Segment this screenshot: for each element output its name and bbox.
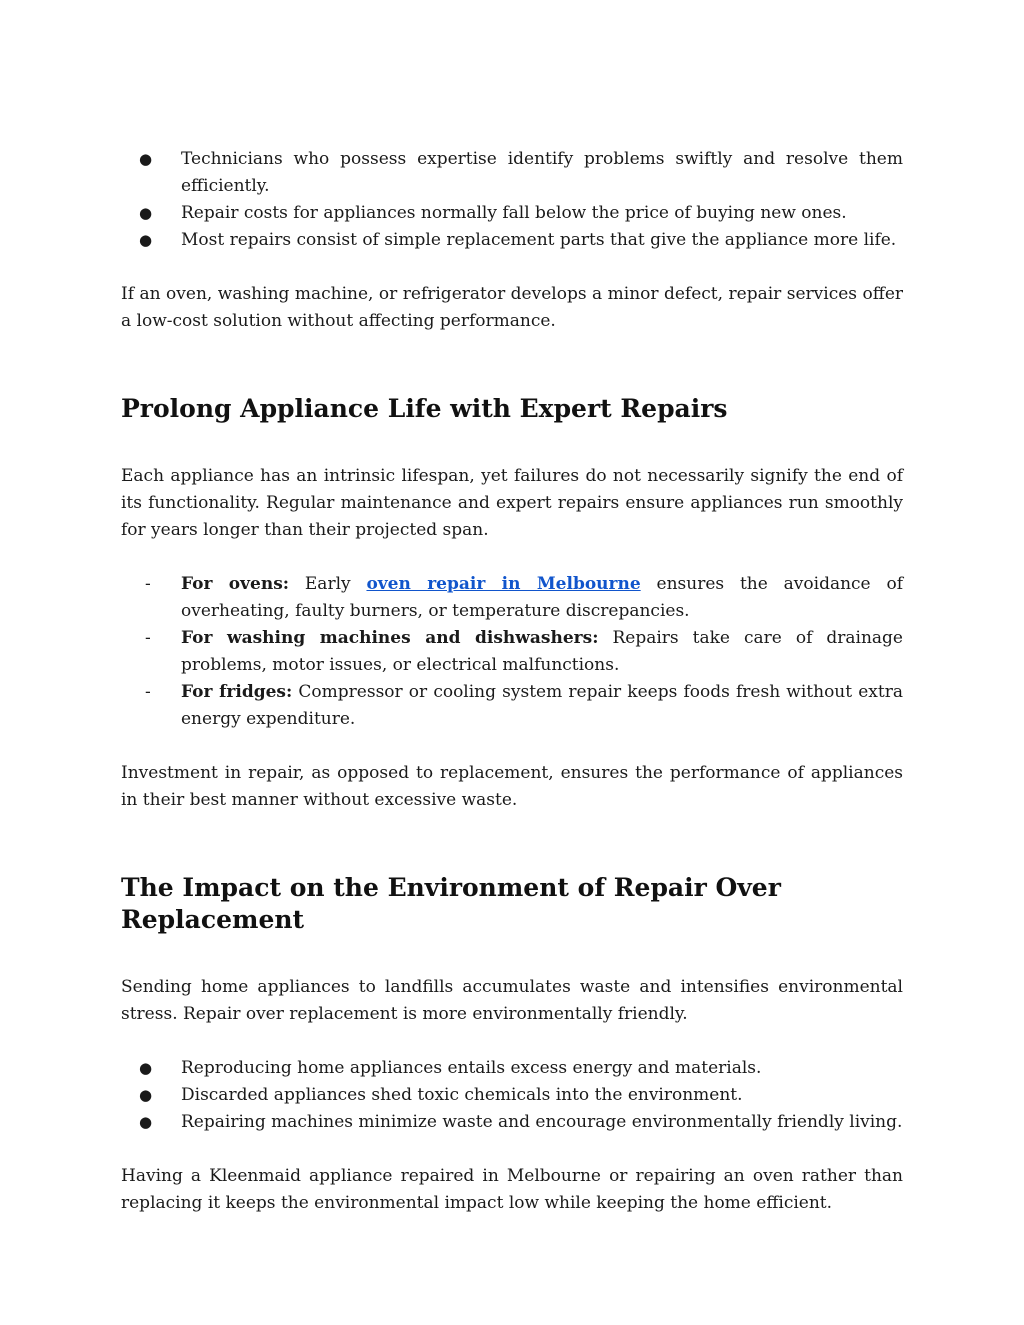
list-item: ● Reproducing home appliances entails excess energy and materials. [121, 1055, 903, 1082]
section2-closing: Having a Kleenmaid appliance repaired in Melbourne or repairing an oven rather than replacing it keeps the environmental impact low while keeping the home efficient. [121, 1166, 903, 1213]
list-item: ● Repairing machines minimize waste and encourage environmentally friendly living. [121, 1109, 903, 1136]
item-label: For washing machines and dishwashers: [181, 628, 599, 648]
list-item-washing-machines: - For washing machines and dishwashers: Repairs take care of drainage problems, motor issues, or electrical malfunctions. [121, 625, 903, 679]
appliance-repair-list [121, 571, 903, 733]
bullet-icon: ● [139, 1059, 153, 1077]
bullet-icon: ● [139, 1113, 153, 1131]
list-item-fridges: - For fridges: Compressor or cooling system repair keeps foods fresh without extra energy expenditure. [121, 679, 903, 733]
section2-paragraph: Sending home appliances to landfills accumulates waste and intensifies environmental stress. Repair over replacement is more environmentally friendly. [121, 977, 903, 1024]
bullet-icon: ● [139, 1086, 153, 1104]
section1-paragraph: Each appliance has an intrinsic lifespan, yet failures do not necessarily signify the end of its functionality. Regular maintenance and expert repairs ensure appliances run smoothly for years longer than their projected span. [121, 466, 903, 540]
intro-paragraph: If an oven, washing machine, or refrigerator develops a minor defect, repair services offer a low-cost solution without affecting performance. [121, 284, 903, 331]
list-item: ● Discarded appliances shed toxic chemicals into the environment. [121, 1082, 903, 1109]
dash-icon: - [145, 682, 151, 702]
document-body [121, 146, 903, 1217]
list-item: ● Technicians who possess expertise identify problems swiftly and resolve them efficiently. [121, 146, 903, 200]
bullet-icon: ● [139, 231, 153, 249]
environment-bullet-list [121, 1055, 903, 1136]
intro-bullet-list [121, 146, 903, 254]
list-item-ovens: - For ovens: Early oven repair in Melbourne ensures the avoidance of overheating, faulty burners, or temperature discrepancies. [121, 571, 903, 625]
section1-closing: Investment in repair, as opposed to replacement, ensures the performance of appliances in their best manner without excessive waste. [121, 763, 903, 810]
dash-icon: - [145, 574, 151, 594]
bullet-icon: ● [139, 204, 153, 222]
list-item: ● Repair costs for appliances normally fall below the price of buying new ones. [121, 200, 903, 227]
dash-icon: - [145, 628, 151, 648]
list-item: ● Most repairs consist of simple replacement parts that give the appliance more life. [121, 227, 903, 254]
bullet-icon: ● [139, 150, 153, 168]
oven-repair-link[interactable]: oven repair in Melbourne [366, 574, 641, 594]
section-heading-prolong-life: Prolong Appliance Life with Expert Repairs [121, 394, 728, 423]
item-label: For fridges: [181, 682, 293, 702]
section-heading-environment: The Impact on the Environment of Repair Over Replacement [121, 873, 781, 934]
item-label: For ovens: [181, 574, 290, 594]
